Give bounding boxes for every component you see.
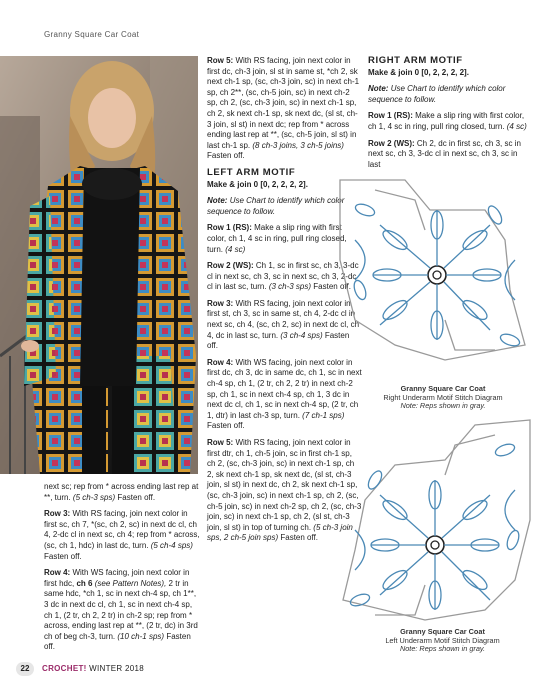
text: Fasten off.: [313, 282, 351, 292]
text: Ch 1, sc in first sc, ch 3, 3-dc cl in next sc, ch 3, sc in next sc, ch 3, 2-dc cl in last sc, turn.: [207, 261, 359, 292]
paragraph-continuation: [44, 482, 202, 503]
caption-subtitle: Left Underarm Motif Stitch Diagram: [385, 635, 500, 645]
issue-label: WINTER 2018: [89, 664, 145, 673]
running-header: Granny Square Car Coat: [44, 30, 140, 39]
left-diagram-caption: [360, 628, 525, 654]
magazine-brand: CROCHET!: [42, 664, 87, 673]
stitch-count: (3 ch-3 sps): [268, 282, 312, 292]
left-underarm-stitch-diagram: [335, 410, 535, 628]
note: [368, 84, 530, 105]
row-label: Row 4:: [44, 568, 71, 578]
text: Make a slip ring with first color, ch 1, 4 sc in ring, pull ring closed, turn.: [207, 223, 347, 254]
page-number: 22: [16, 662, 34, 676]
row-label: Row 1 (RS):: [368, 111, 413, 121]
text: Fasten off.: [280, 533, 319, 543]
caption-note: Note: Reps shown in gray.: [399, 644, 486, 654]
text: With RS facing, join next color in first st, ch 3, sc in same st, ch 4, 2-dc cl in next sc, ch 4, (sc, ch 2, sc) in next dc cl, ch 4, dc in last sc, turn.: [207, 298, 360, 340]
right-diagram-caption: [368, 385, 518, 411]
text: With RS facing, join next color in first dtr, ch 1, ch-5 join, sc in first ch-1 sp, ch 2, (sc, ch-3 join, sc) in next ch-1 sp, ch 2, sk next ch-1 sp, sk next dc, (sl st, ch-3 join, sl st) in next dc, ch 2, sk next ch-1 sp, (sc, ch-3 join, sc) in next ch-1 sp, ch 2, (sc, ch-5 join, sc) in next ch-2 sp, ch 2, (sc, ch-3 join, sc) in next ch-1 sp, ch 2, (sl st, ch-3 join, sl st) in top of turning ch.: [207, 438, 362, 532]
note-label: Note:: [207, 196, 228, 206]
model-photo: [0, 56, 198, 474]
row-label: Row 5:: [207, 438, 234, 447]
row-label: Row 5:: [207, 56, 234, 65]
text: (see Pattern Notes),: [94, 578, 167, 588]
caption-title: Granny Square Car Coat: [400, 384, 486, 393]
note-label: Note:: [368, 84, 389, 94]
text: 2 tr in same hdc, *ch 1, sc in next ch-4 sp, ch 1**, 3 dc in next dc cl, ch 1, sc in next ch-4 sp, ch 1, (2 tr, ch 2, 2 tr) in ch-2 sp; rep from * across, ending last rep at **, (2 tr, dc) in 3rd ch of beg ch-3, turn.: [44, 578, 198, 641]
paragraph-row-1: [368, 111, 530, 132]
text: Use Chart to identify which color sequence to follow.: [207, 196, 345, 216]
paragraph-row-4: [44, 568, 202, 653]
text: With WS facing, join next color in first hdc,: [44, 568, 190, 588]
stitch-count: (4 sc): [506, 121, 527, 131]
row-label: Row 2 (WS):: [207, 261, 254, 271]
stitch-count: (5 ch-3 join sps, 2 ch-5 join sps): [207, 522, 353, 543]
row-label: Row 3:: [207, 298, 234, 308]
magazine-issue: [42, 664, 144, 673]
caption-title: Granny Square Car Coat: [400, 627, 485, 636]
instructions-column-3: [368, 56, 530, 176]
row-label: Row 3:: [44, 509, 71, 519]
text: Fasten off.: [44, 631, 191, 652]
text: With WS facing, join next color in first dc, ch 3, dc in same dc, ch 1, sc in next ch-4 sp, ch 1, (2 tr, ch 2, 2 tr) in next ch-2 sp, ch 1, sc in next ch-4 sp, ch 1, 3 dc in next dc cl, ch 1, sc in next ch-4 sp, (2 tr, ch 1, dtr) in last ch-3 sp, turn.: [207, 357, 362, 420]
row-label: Row 1 (RS):: [207, 223, 252, 233]
text: Ch 2, dc in first sc, ch 3, sc in next sc, ch 3, 3-dc cl in next sc, ch 3, sc in last: [368, 138, 521, 169]
right-underarm-stitch-diagram: [335, 170, 535, 382]
stitch-count: (5 ch-4 sps): [150, 540, 193, 550]
text: Fasten off.: [44, 551, 82, 561]
stitch-count: (8 ch-3 joins, 3 ch-5 joins): [252, 140, 344, 150]
caption-note: Note: Reps shown in gray.: [400, 401, 486, 411]
section-title-right-arm: RIGHT ARM MOTIF: [368, 55, 463, 66]
stitch-count: (4 sc): [225, 244, 246, 254]
text: With RS facing, join next color in first sc, ch 7, *(sc, ch 2, sc) in next dc cl, ch 4, 2-dc cl in next sc, ch 4; rep from * across, (sc, ch 1, hdc) in last dc, turn.: [44, 509, 200, 550]
text: Make a slip ring with first color, ch 1, 4 sc in ring, pull ring closed, turn.: [368, 111, 525, 131]
stitch-count: (10 ch-1 sps): [117, 631, 165, 641]
paragraph-row-2: [368, 139, 530, 171]
make-instruction: Make & join 0 [0, 2, 2, 2, 2].: [368, 67, 469, 77]
stitch-count: (7 ch-1 sps): [302, 410, 345, 420]
text: ch 6: [76, 578, 93, 588]
paragraph-row-3: [44, 509, 202, 562]
text: Fasten off.: [207, 330, 350, 351]
make-instruction: Make & join 0 [0, 2, 2, 2, 2].: [207, 179, 308, 189]
row-label: Row 2 (WS):: [368, 138, 415, 148]
instructions-column-1: [44, 482, 202, 659]
section-title-left-arm: LEFT ARM MOTIF: [207, 166, 296, 178]
stitch-count: (5 ch-3 sps): [72, 492, 116, 502]
text: next sc; rep from * across ending last rep at *​*, turn.: [44, 482, 199, 502]
text: Fasten off.: [207, 151, 245, 161]
text: Fasten off.: [207, 421, 245, 431]
text: Use Chart to identify which color sequence to follow.: [368, 84, 506, 104]
row-label: Row 4:: [207, 357, 234, 367]
stitch-count: (3 ch-4 sps): [280, 330, 323, 340]
caption-subtitle: Right Underarm Motif Stitch Diagram: [383, 392, 503, 402]
text: Fasten off.: [117, 492, 156, 502]
paragraph-row-5: [207, 56, 362, 162]
text: With RS facing, join next color in first dc, ch-3 join, sl st in same st, *ch 2, sk next ch-1 sp, (sc, ch-3 join, sc) in next ch-1 sp, ch 2**, (sc, ch-5 join, sc) in next ch-2 sp, ch 2, (sc, ch-3 join, sc) in next ch-1 sp, ch 2, sk next ch-1 sp, sk next dc, (sl st, ch-3 join, sl st) in next dc; rep from * across ending last rep at **, (sc, ch-5 join, sl st) in last ch-1 sp.: [207, 56, 360, 150]
page-footer: [0, 660, 553, 680]
